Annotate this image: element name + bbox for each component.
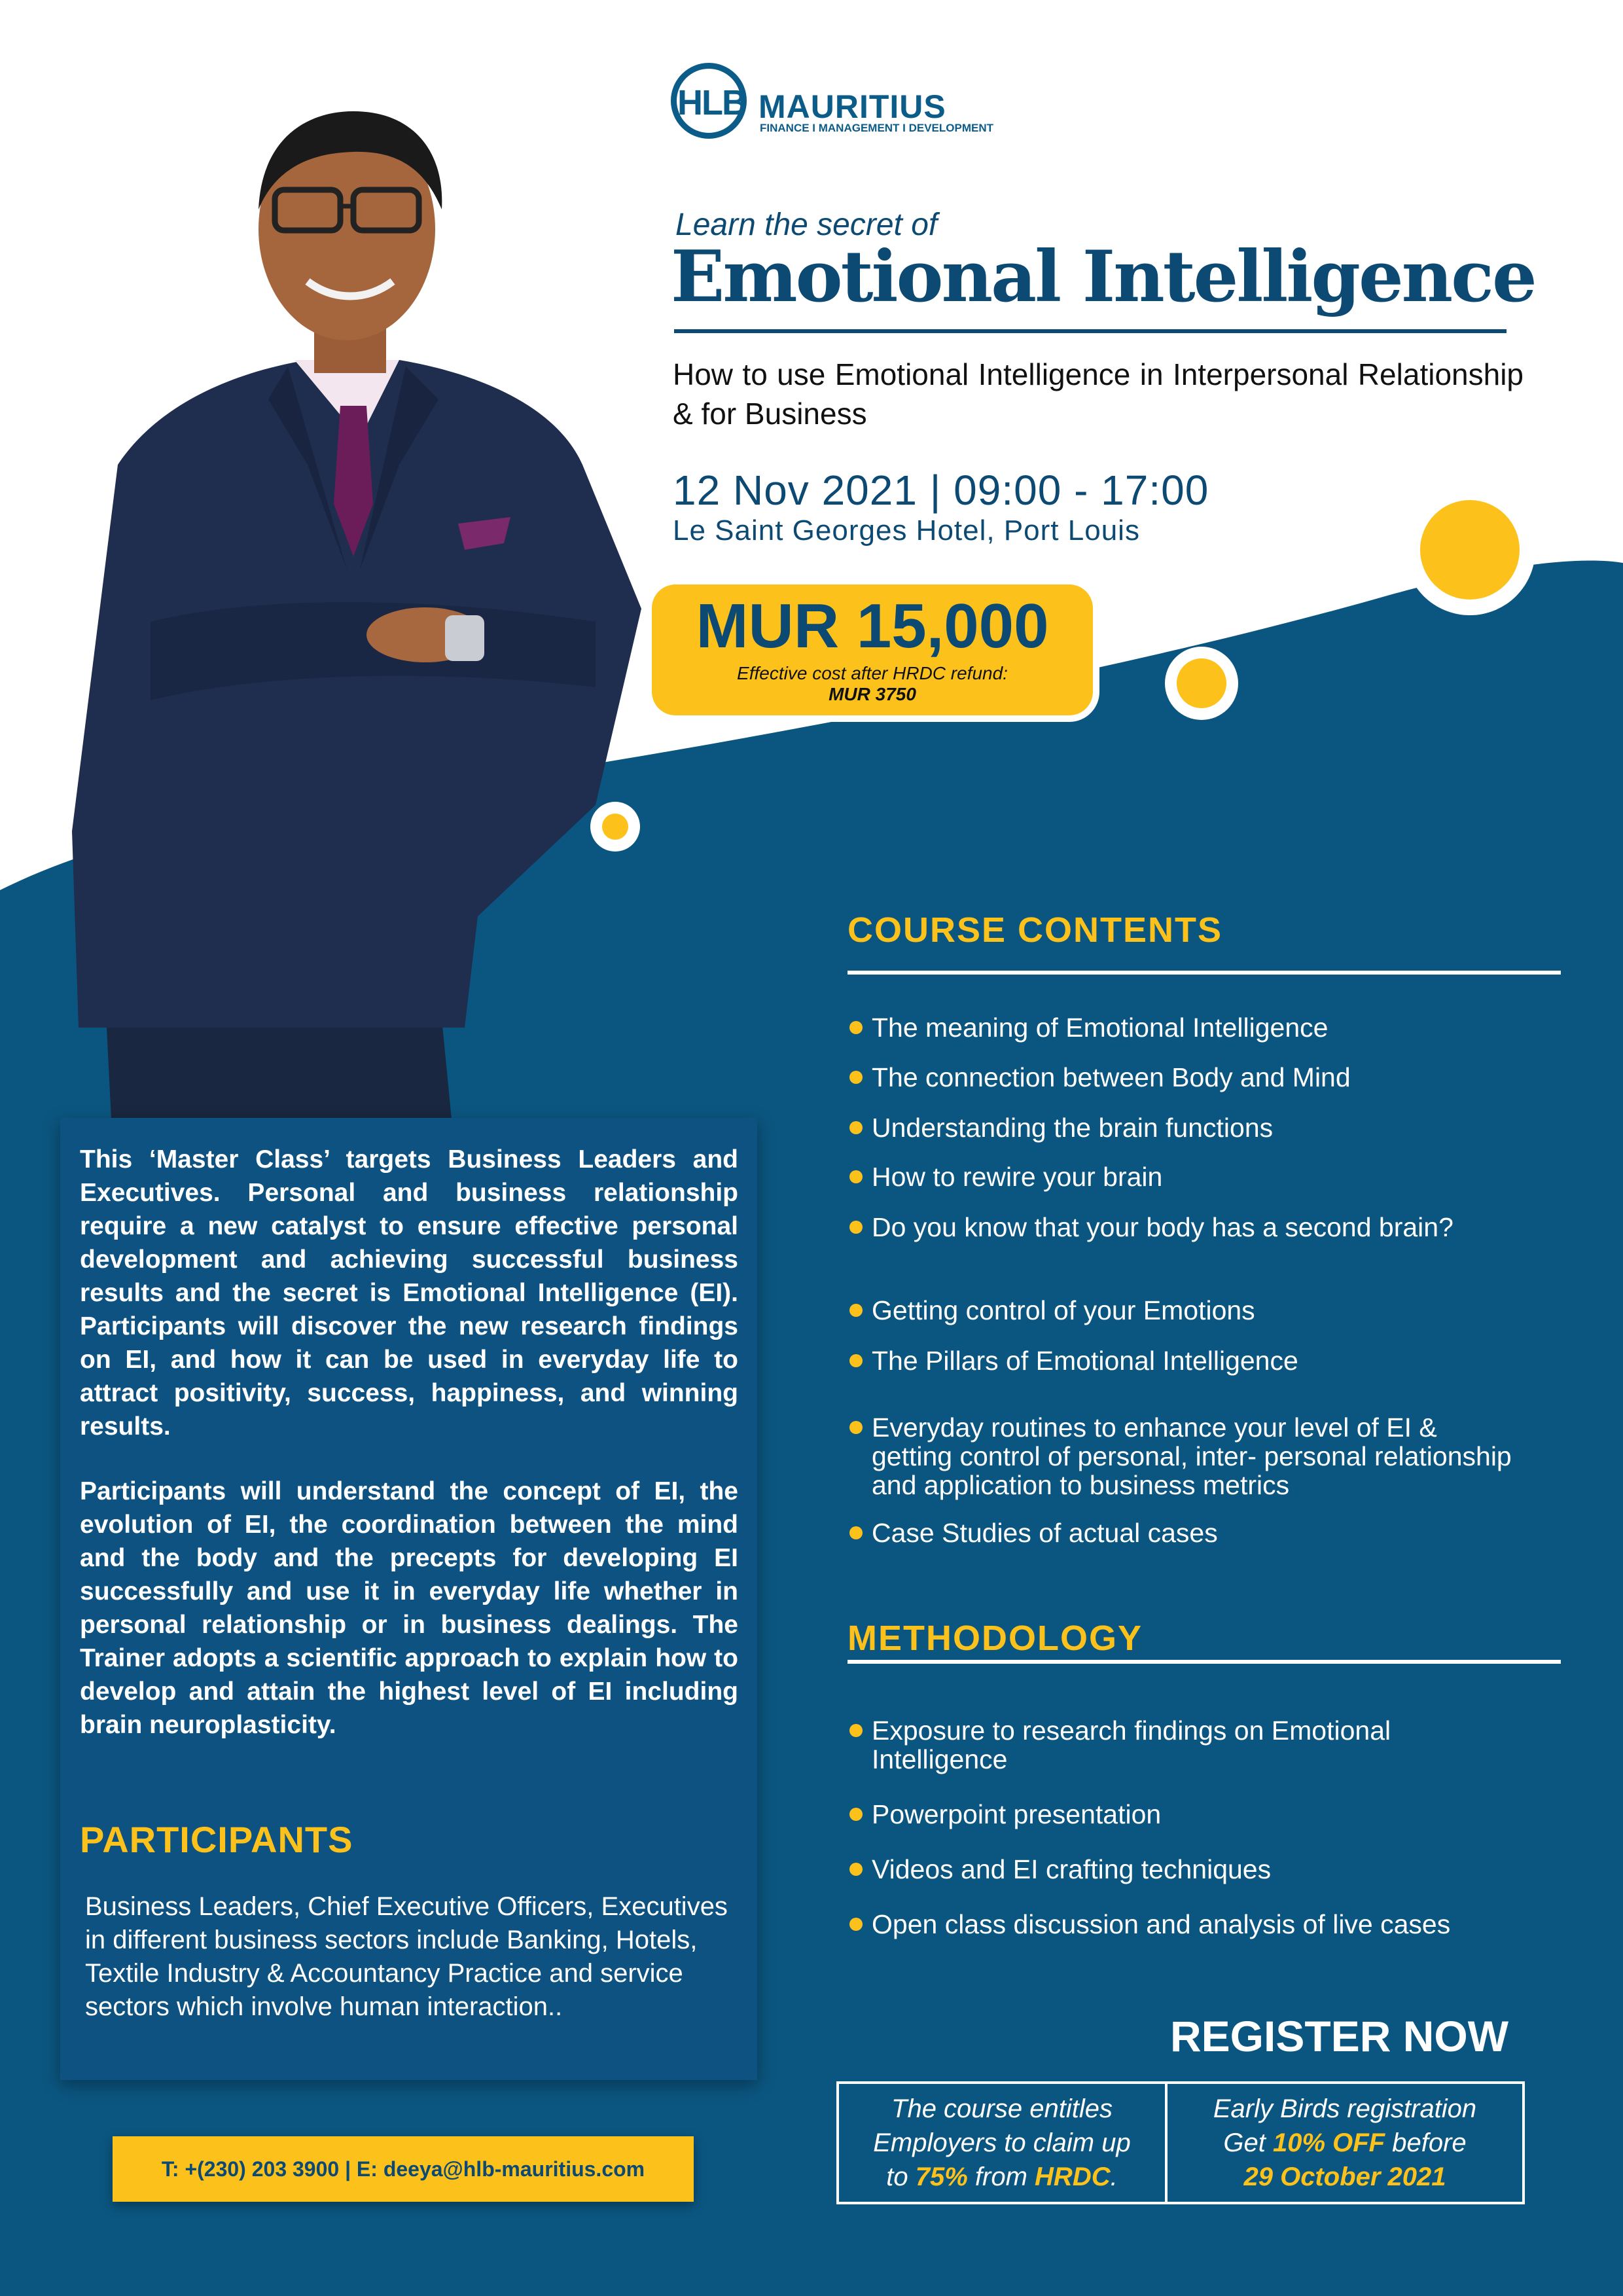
course-contents-heading: COURSE CONTENTS: [847, 910, 1223, 950]
logo-name: MAURITIUS: [758, 88, 946, 125]
list-item: Videos and EI crafting techniques: [849, 1855, 1543, 1884]
participants-text: Business Leaders, Chief Executive Officers, Executives in different business sectors include Banking, Hotels, Textile Industry & Accountancy Practice and service sectors which involve human interaction..: [85, 1892, 728, 2021]
list-item: How to rewire your brain: [849, 1162, 1543, 1191]
description-card: [60, 1118, 757, 2080]
early-bird-discount: 10% OFF: [1272, 2128, 1385, 2157]
register-heading[interactable]: REGISTER NOW: [1170, 2012, 1509, 2060]
description-paragraph-1: This ‘Master Class’ targets Business Leaders and Executives. Personal and business relationship require a new catalyst to ensure effective personal development and achieving successful business results and the secret is Emotional Intelligence (EI). Participants will discover the new research findings on EI, and how it can be used in everyday life to attract positivity, success, happiness, and winning results.: [80, 1145, 738, 1441]
bullet-icon: [849, 1724, 863, 1737]
hrdc-line-3-end: .: [1110, 2162, 1118, 2191]
logo-mark: HLB: [677, 83, 746, 122]
event-venue: Le Saint Georges Hotel, Port Louis: [673, 514, 1140, 547]
participants-heading: PARTICIPANTS: [80, 1819, 353, 1860]
bullet-icon: [849, 1121, 863, 1134]
list-item: Everyday routines to enhance your level of EI & getting control of personal, inter- personal relationship and application to business metrics: [849, 1413, 1524, 1499]
hrdc-line-3-mid: from: [967, 2162, 1035, 2191]
list-item: The connection between Body and Mind: [849, 1063, 1543, 1092]
price-note: Effective cost after HRDC refund:: [737, 663, 1008, 683]
list-item: Open class discussion and analysis of live cases: [849, 1910, 1543, 1939]
early-bird-line-1: Early Birds registration: [1213, 2094, 1477, 2123]
hrdc-line-1: The course entitles: [891, 2094, 1113, 2123]
bullet-icon: [849, 1526, 863, 1539]
bullet-icon: [849, 1071, 863, 1084]
early-bird-line-2-suffix: before: [1385, 2128, 1467, 2157]
list-item: Exposure to research findings on Emotional Intelligence: [849, 1716, 1504, 1774]
title-divider: [674, 329, 1507, 333]
decor-circle-medium: [1165, 647, 1238, 720]
hlb-logo: [671, 63, 1037, 148]
bullet-icon: [849, 1304, 863, 1317]
page-subtitle: How to use Emotional Intelligence in Interpersonal Relationship & for Business: [673, 357, 1524, 431]
price-badge: [652, 584, 1093, 715]
hrdc-org: HRDC: [1035, 2162, 1111, 2191]
trainer-photo: [59, 98, 648, 1119]
event-datetime: 12 Nov 2021 | 09:00 - 17:00: [673, 467, 1209, 514]
hrdc-claim-cell: [839, 2084, 1165, 2202]
methodology-heading: METHODOLOGY: [847, 1619, 1143, 1658]
list-item: Understanding the brain functions: [849, 1113, 1543, 1142]
early-bird-line-2-prefix: Get: [1223, 2128, 1273, 2157]
bullet-icon: [849, 1808, 863, 1821]
bullet-icon: [849, 1354, 863, 1367]
decor-circle-large: [1404, 484, 1535, 615]
list-item: Do you know that your body has a second brain?: [849, 1213, 1465, 1242]
hrdc-line-3-prefix: to: [886, 2162, 916, 2191]
list-item: The Pillars of Emotional Intelligence: [849, 1346, 1543, 1375]
early-bird-cell: [1168, 2084, 1522, 2202]
course-contents-divider: [847, 971, 1561, 975]
register-info-table: [836, 2081, 1525, 2204]
list-item: The meaning of Emotional Intelligence: [849, 1013, 1543, 1042]
hrdc-percent: 75%: [915, 2162, 968, 2191]
contact-bar[interactable]: T: +(230) 203 3900 | E: deeya@hlb-mauritius.com: [113, 2136, 694, 2202]
bullet-icon: [849, 1918, 863, 1931]
bullet-icon: [849, 1170, 863, 1183]
bullet-icon: [849, 1421, 863, 1434]
bullet-icon: [849, 1221, 863, 1234]
list-item: Powerpoint presentation: [849, 1800, 1543, 1829]
bullet-icon: [849, 1863, 863, 1876]
page-title: Emotional Intelligence: [671, 236, 1535, 318]
early-bird-deadline: 29 October 2021: [1243, 2162, 1446, 2191]
description-paragraph-2: Participants will understand the concept of EI, the evolution of EI, the coordination between the mind and the body and the precepts for developing EI successfully and use it in everyday life whether in personal relationship or in business dealings. The Trainer adopts a scientific approach to explain how to develop and attain the highest level of EI including brain neuroplasticity.: [80, 1477, 738, 1739]
hrdc-line-2: Employers to claim up: [873, 2128, 1131, 2157]
methodology-divider: [847, 1660, 1561, 1664]
logo-tagline: FINANCE I MANAGEMENT I DEVELOPMENT: [760, 122, 994, 134]
price-note-value: MUR 3750: [829, 684, 916, 704]
bullet-icon: [849, 1021, 863, 1034]
list-item: Case Studies of actual cases: [849, 1518, 1543, 1547]
list-item: Getting control of your Emotions: [849, 1296, 1543, 1325]
kicker-text: Learn the secret of: [675, 207, 938, 242]
price-amount: MUR 15,000: [696, 591, 1049, 661]
